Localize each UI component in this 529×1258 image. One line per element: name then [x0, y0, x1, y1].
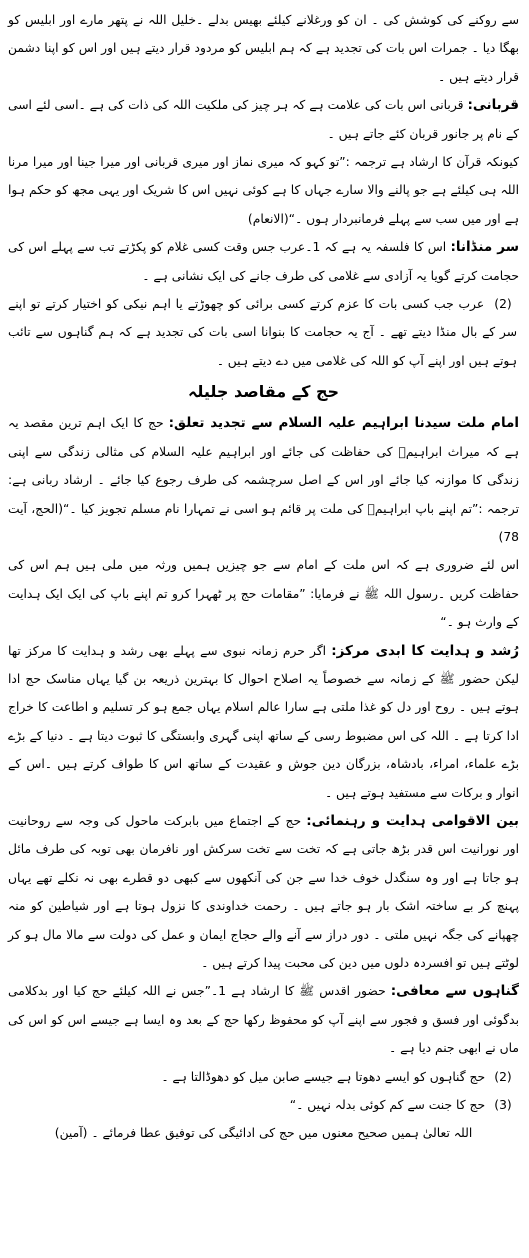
ibrahim-continuation: اس لئے ضروری ہے کہ اس ملت کے امام سے جو چیزیں ہمیں ورثہ میں ملی ہیں ہم اس کی حفاظت کریں ۔رسول اللہ ﷺ نے فرمایا: ”مقامات حج پر ٹھہرا کرو تم اپنے باپ کی ایک ایک ہدایت کے وارث ہو ۔“ [8, 558, 519, 630]
sar-text: اس کا فلسفہ یہ ہے کہ 1۔عرب جس وقت کسی غلام کو پکڑتے تب سے پہلے اس کی حجامت کرتے گویا یہ آزادی سے غلامی کی طرف جانے کی ایک نشانی ہے ۔ [8, 240, 519, 283]
rushd-paragraph [8, 637, 519, 807]
quran-paragraph: کیونکہ قرآن کا ارشاد ہے ترجمہ :”تو کہو کہ میری نماز اور میری قربانی اور میرا جینا اور میرا مرنا اللہ ہی کیلئے ہے جو پالنے والا سارے جہاں کا ہے کوئی نہیں اس کا شریک اور یہی مجھ کو حکم ہوا ہے اور میں سب سے پہلے فرمانبردار ہوں ۔“(الانعام) [8, 155, 519, 226]
sins-paragraph [8, 977, 519, 1062]
item-text: حج کا جنت سے کم کوئی بدلہ نہیں ۔“ [289, 1098, 486, 1113]
list-item [8, 290, 519, 375]
qurbani-heading: قربانی: [467, 97, 519, 114]
item-text: حج گناہوں کو ایسے دھوتا ہے جیسے صابن میل کو دھوڈالتا ہے ۔ [161, 1069, 486, 1084]
item-number: (2) [494, 297, 512, 312]
rushd-heading: رُشد و ہدایت کا ابدی مرکز: [331, 642, 520, 659]
qurbani-text: قربانی اس بات کی علامت ہے کہ ہر چیز کی ملکیت اللہ کی ذات کی ہے ۔اسی لئے اسی کے نام پر جانور قربان کئے جاتے ہیں ۔ [8, 98, 519, 141]
sar-heading: سر منڈانا: [450, 239, 519, 256]
sins-text: حضور اقدس ﷺ کا ارشاد ہے 1۔”جس نے اللہ کیلئے حج کیا اور بدکلامی بدگوئی اور فسق و فجور سے اپنے آپ کو محفوظ رکھا حج کے بعد وہ ایسا ہے جیسے اس کو اس کی ماں نے ابھی جنم دیا ہے ۔ [8, 984, 519, 1056]
ibrahim-heading: امام ملت سیدنا ابراہیم علیہ السلام سے تجدید تعلق: [168, 415, 519, 432]
section-title: حج کے مقاصد جلیلہ [187, 382, 340, 402]
intl-paragraph [8, 807, 519, 977]
rushd-text: اگر حرم زمانہ نبوی سے پہلے بھی رشد و ہدایت کا مرکز تھا لیکن حضور ﷺ کے زمانہ سے خصوصاً یہ اصلاح احوال کا بہترین ذریعہ بن گیا یہاں مناسک حج ادا ہوتے ہیں ۔ روح اور دل کو غذا ملتی ہے سارا عالم اسلام یہاں جمع ہو کر تسلیم و اطاعت کا خراج ادا کرتا ہے ۔ اللہ کی اس مضبوط رسی کے ساتھ اپنی گہری وابستگی کا ثبوت دیتا ہے ۔ دنیا کے بڑے بڑے علماء، امراء، بادشاہ، بزرگان دین جوش و عقیدت کے ساتھ اس کا طواف کرتے ہیں ۔اس کے انوار و برکات سے مستفید ہوتے ہیں ۔ [8, 643, 519, 800]
list-item [8, 1091, 519, 1119]
intl-heading: بین الاقوامی ہدایت و رہنمائی: [306, 812, 519, 829]
qurbani-paragraph [8, 91, 519, 148]
intl-text: حج کے اجتماع میں بابرکت ماحول کی وجہ سے روحانیت اور نورانیت اس قدر بڑھ جاتی ہے کہ تخت سے تخت سرکش اور نافرمان بھی توبہ کی طرف مائل ہو جاتا ہے اور وہ سنگدل خوف خدا سے جن کی آنکھوں سے کبھی دو قطرے بھی نہ نکلے تھے یہاں پہنچ کر بے ساختہ اشک بار ہو جاتے ہیں ۔ رحمت خداوندی کا نزول ہوتا ہے اور شیاطین کو منہ چھپانے کی جگہ نہیں ملتی ۔ دور دراز سے آنے والے حجاج ایمان و عمل کی دولت سے مالا مال ہو کر لوٹتے ہیں تو افسردہ دلوں میں دین کی محبت پیدا کرتے ہیں ۔ [8, 813, 519, 970]
sar-paragraph [8, 233, 519, 290]
item-number: (3) [494, 1098, 512, 1113]
sins-heading: گناہوں سے معافی: [390, 983, 519, 1000]
item-number: (2) [494, 1069, 512, 1084]
closing-prayer: اللہ تعالیٰ ہمیں صحیح معنوں میں حج کی ادائیگی کی توفیق عطا فرمائے ۔ (آمین) [54, 1126, 473, 1141]
ibrahim-text: حج کا ایک اہم ترین مقصد یہ ہے کہ میراث ابراہیمؑ کی حفاظت کی جائے اور ابراہیم علیہ السلام کی مثالی زندگی سے اپنی زندگی کا موازنہ کیا جائے اور اس کے اصل سرچشمہ کی طرف رجوع کیا جائے ۔ ارشاد ربانی ہے: ترجمہ :”تم اپنے باپ ابراہیمؑ کی ملت پر قائم ہو اسی نے تمہارا نام مسلم تجویز کیا ۔“(الحج، آیت 78) [8, 416, 519, 544]
list-item [8, 1063, 519, 1091]
intro-paragraph: سے روکنے کی کوشش کی ۔ ان کو ورغلانے کیلئے بھیس بدلے ۔خلیل اللہ نے پتھر مارے اور ابلیس کو بھگا دیا ۔ جمرات اس بات کی تجدید ہے کہ ہم ابلیس کو مردود قرار دیتے ہیں اور اس کو اپنا دشمن قرار دیتے ہیں ۔ [8, 13, 519, 84]
ibrahim-paragraph [8, 409, 519, 551]
item-text: عرب جب کسی بات کا عزم کرتے کسی برائی کو چھوڑتے یا اہم نیکی کو اختیار کرتے تو اپنے سر کے بال منڈا دیتے تھے ۔ آج یہ حجامت کا بنوانا اسی بات کی تجدید ہے کہ ہم گناہوں سے تائب ہوتے ہیں اور اپنے آپ کو اللہ کی غلامی میں دے دیتے ہیں ۔ [8, 297, 517, 368]
